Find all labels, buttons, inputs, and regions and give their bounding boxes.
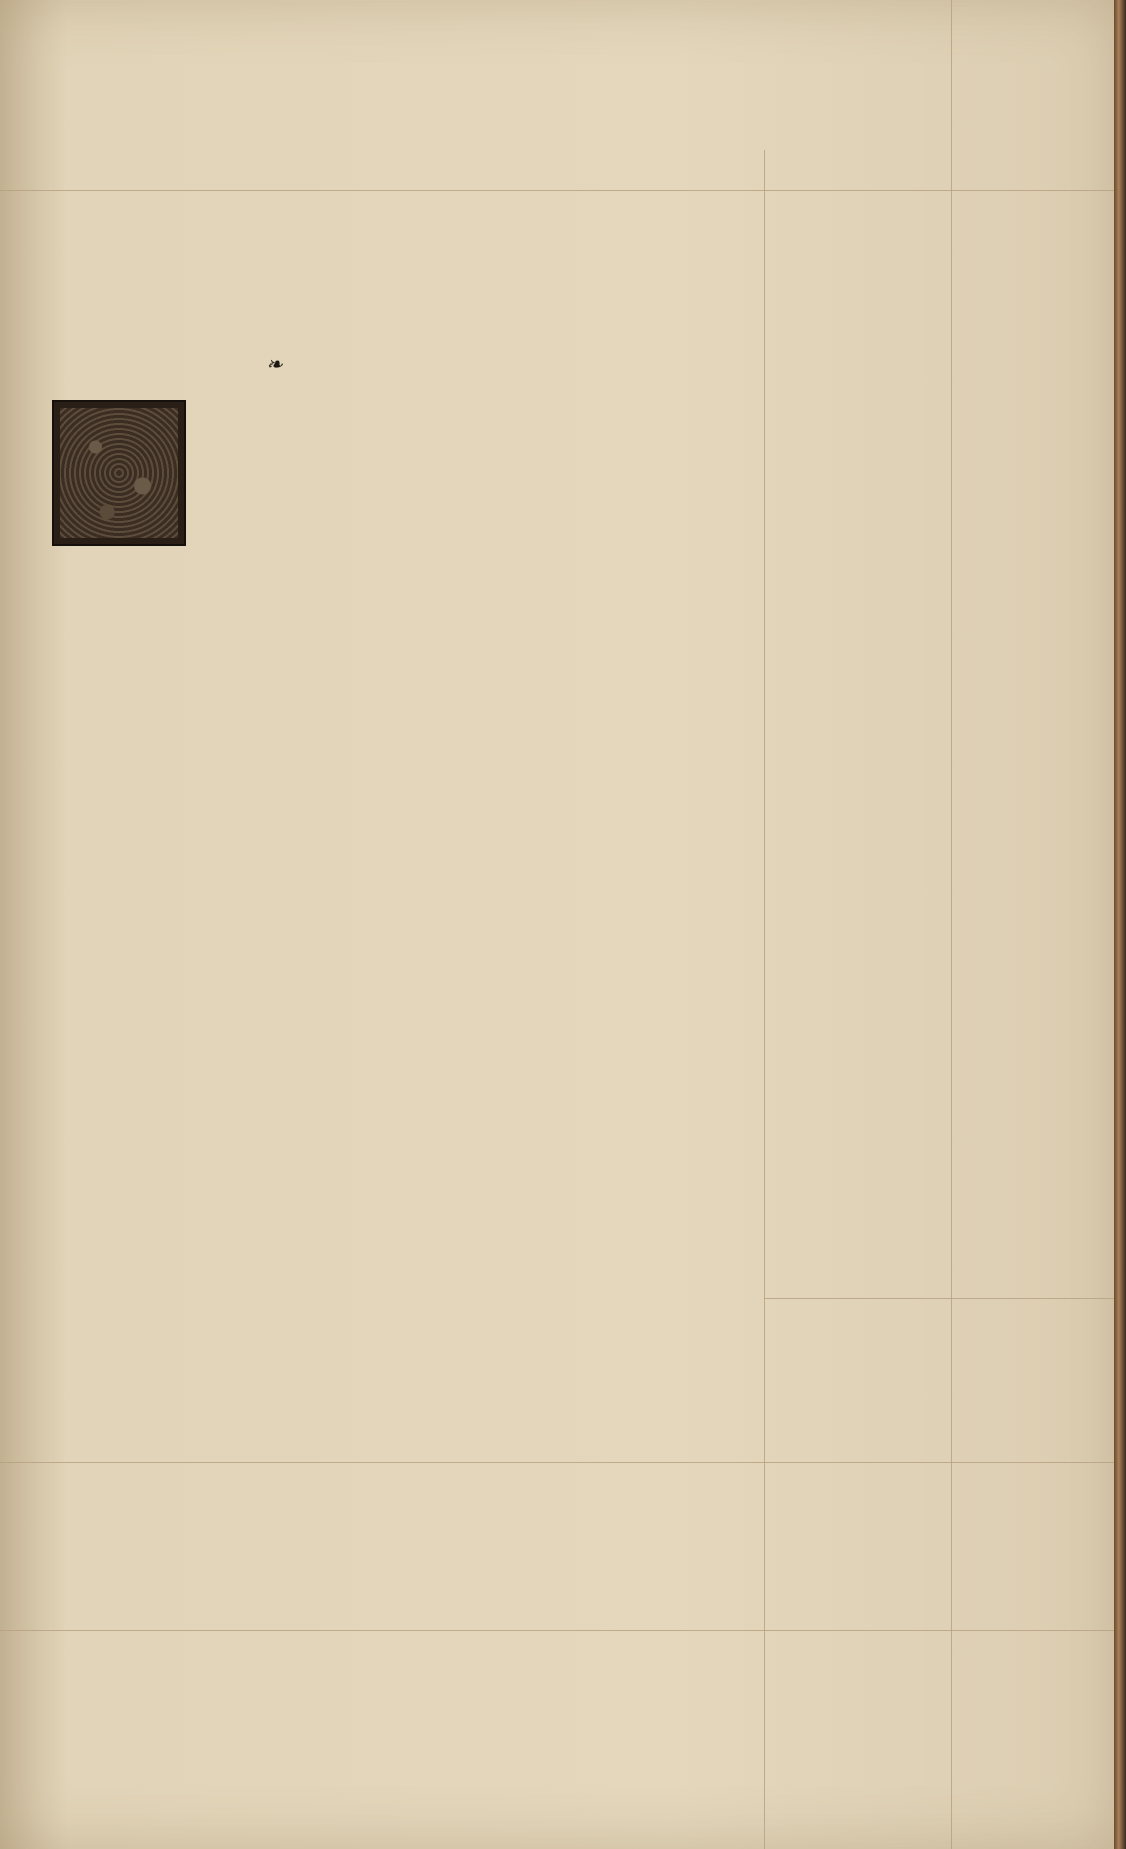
decorated-initial: [52, 400, 186, 546]
grid-line-horizontal: [0, 190, 1114, 191]
grid-line-vertical: [951, 0, 952, 1849]
grid-line-horizontal: [764, 1298, 1114, 1299]
initial-letter: [54, 402, 184, 544]
grid-line-horizontal: [0, 1630, 1114, 1631]
binding-edge: [1114, 0, 1126, 1849]
grid-line-vertical: [764, 150, 765, 1849]
grid-line-horizontal: [0, 1462, 1114, 1463]
chapter-title: ❧: [266, 352, 283, 376]
